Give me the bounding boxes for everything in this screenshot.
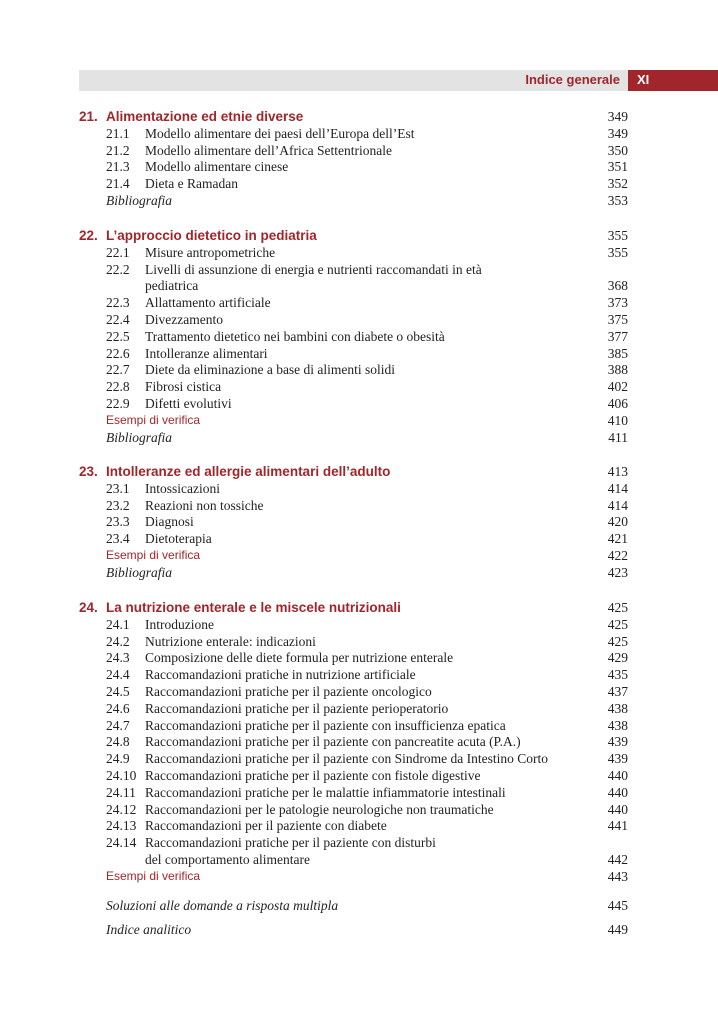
page-ref: 368: [607, 278, 628, 294]
section-number: 23.2: [106, 497, 130, 513]
toc-entry[interactable]: [79, 700, 628, 717]
page-ref: 420: [607, 514, 628, 530]
section-number: 24.1: [106, 616, 130, 632]
section-number: 22.4: [106, 312, 130, 327]
esempi-di-verifica[interactable]: [79, 547, 628, 564]
page-ref: 439: [607, 751, 628, 767]
toc-entry[interactable]: [79, 158, 628, 175]
section-number: 22.2: [106, 261, 130, 277]
section-number: 22.7: [106, 362, 130, 378]
page-ref: 425: [607, 600, 628, 615]
section-number: 24.2: [106, 633, 130, 649]
section-title: Modello alimentare cinese: [145, 159, 289, 175]
section-number: 24.5: [106, 684, 130, 699]
toc-entry[interactable]: [79, 513, 628, 530]
toc-entry[interactable]: [79, 294, 628, 311]
chapter-heading[interactable]: [79, 463, 628, 480]
toc-entry[interactable]: [79, 311, 628, 328]
chapter-title: L’approccio dietetico in pediatria: [106, 228, 317, 243]
header-bar: [79, 70, 628, 91]
chapter-heading[interactable]: [79, 227, 628, 244]
section-number: 24.14: [106, 835, 137, 851]
section-number: 24.12: [106, 801, 137, 817]
section-title: Nutrizione enterale: indicazioni: [145, 633, 316, 649]
page-ref: 442: [607, 852, 628, 867]
bibliografia[interactable]: [79, 429, 628, 446]
section-number: 23.1: [106, 480, 130, 496]
section-title: Composizione delle diete formula per nutrizione enterale: [145, 650, 454, 666]
bibliografia[interactable]: [79, 564, 628, 581]
toc-entry[interactable]: [79, 175, 628, 192]
indice-analitico-title: Indice analitico: [106, 922, 192, 937]
page-number: XI: [637, 72, 650, 87]
toc-entry[interactable]: [79, 784, 628, 801]
page-ref: 440: [607, 768, 628, 783]
page-ref: 350: [607, 142, 628, 158]
toc-entry[interactable]: [79, 395, 628, 412]
toc-entry[interactable]: [79, 378, 628, 395]
page-ref: 402: [607, 379, 628, 395]
section-title: Raccomandazioni per le patologie neurologiche non traumatiche: [145, 801, 494, 817]
section-title: pediatrica: [145, 278, 199, 294]
section-title: Raccomandazioni per il paziente con diabete: [145, 818, 387, 834]
toc-entry[interactable]: [79, 480, 628, 497]
indice-analitico-entry[interactable]: [79, 921, 628, 938]
chapter-heading[interactable]: [79, 599, 628, 616]
toc-entry[interactable]: [79, 497, 628, 514]
section-title: Raccomandazioni pratiche per il paziente con fistole digestive: [145, 768, 481, 783]
toc-entry[interactable]: [79, 361, 628, 378]
chapter-title: Intolleranze ed allergie alimentari dell’adulto: [106, 464, 391, 479]
page-ref: 349: [607, 125, 628, 141]
page-ref: 414: [607, 497, 628, 513]
page-ref: 355: [607, 228, 628, 243]
chapter-number: 21.: [79, 109, 98, 124]
section-number: 24.6: [106, 700, 130, 716]
page-ref: 435: [607, 667, 628, 683]
page-ref: 429: [607, 650, 628, 666]
section-number: 22.8: [106, 379, 130, 395]
section-number: 24.7: [106, 717, 130, 733]
page-ref: 425: [607, 616, 628, 632]
section-number: 24.9: [106, 751, 130, 767]
toc-entry[interactable]: [79, 277, 628, 294]
esempi-di-verifica[interactable]: [79, 412, 628, 429]
section-title: Intossicazioni: [145, 480, 220, 496]
page-ref: 438: [607, 700, 628, 716]
section-number: 22.9: [106, 396, 130, 411]
section-number: 23.4: [106, 531, 130, 547]
toc-entry[interactable]: [79, 616, 628, 633]
section-title: Misure antropometriche: [145, 244, 276, 260]
section-title: Trattamento dietetico nei bambini con diabete o obesità: [145, 328, 445, 344]
toc-entry[interactable]: [79, 125, 628, 142]
page-ref: 443: [607, 868, 628, 884]
section-number: 22.3: [106, 295, 130, 311]
page-ref: 352: [607, 176, 628, 192]
toc-entry[interactable]: [79, 633, 628, 650]
section-title: Livelli di assunzione di energia e nutrienti raccomandati in età: [145, 261, 482, 277]
section-number: 21.3: [106, 159, 130, 175]
section-number: 24.3: [106, 650, 130, 666]
toc-entry[interactable]: [79, 683, 628, 700]
esempi-title: Esempi di verifica: [106, 548, 201, 562]
page-ref: 440: [607, 801, 628, 817]
esempi-title: Esempi di verifica: [106, 412, 201, 427]
page-ref: 406: [607, 396, 628, 411]
section-title: Raccomandazioni pratiche per il paziente perioperatorio: [145, 700, 449, 716]
page-ref: 351: [607, 159, 628, 175]
section-number: 22.1: [106, 244, 130, 260]
soluzioni-title: Soluzioni alle domande a risposta multipla: [106, 898, 339, 913]
toc-entry[interactable]: [79, 345, 628, 362]
running-header-title: Indice generale: [525, 72, 620, 87]
toc-entry[interactable]: [79, 817, 628, 834]
section-number: 23.3: [106, 514, 130, 530]
section-title: Dietoterapia: [145, 531, 212, 547]
page-ref: 385: [607, 345, 628, 361]
page-ref: 349: [607, 109, 628, 124]
page-ref: 377: [607, 328, 628, 344]
chapter-heading[interactable]: [79, 108, 628, 125]
toc-entry[interactable]: [79, 328, 628, 345]
section-title: Allattamento artificiale: [145, 295, 271, 311]
soluzioni-entry[interactable]: [79, 897, 628, 914]
page-ref: 375: [607, 312, 628, 327]
section-number: 24.13: [106, 818, 137, 834]
page-ref: 441: [607, 818, 628, 834]
page-ref: 353: [607, 193, 628, 208]
section-title: Intolleranze alimentari: [145, 345, 268, 361]
section-title: Raccomandazioni pratiche per le malattie infiammatorie intestinali: [145, 784, 506, 800]
section-number: 24.8: [106, 734, 130, 750]
page-number-box: [628, 70, 718, 91]
section-title: Divezzamento: [145, 312, 223, 327]
section-title: Raccomandazioni pratiche per il paziente con insufficienza epatica: [145, 717, 506, 733]
section-number: 21.2: [106, 142, 130, 158]
section-number: 21.4: [106, 176, 130, 192]
section-title: Introduzione: [145, 616, 214, 632]
esempi-di-verifica[interactable]: [79, 868, 628, 885]
toc-entry[interactable]: [79, 733, 628, 750]
toc-entry[interactable]: [79, 666, 628, 683]
toc-entry[interactable]: [79, 851, 628, 868]
section-number: 24.4: [106, 667, 130, 683]
section-title: Reazioni non tossiche: [145, 497, 264, 513]
section-title: Raccomandazioni pratiche per il paziente con Sindrome da Intestino Corto: [145, 751, 548, 767]
toc-entry[interactable]: [79, 261, 628, 278]
toc-entry[interactable]: [79, 717, 628, 734]
toc-entry[interactable]: [79, 244, 628, 261]
chapter-title: Alimentazione ed etnie diverse: [106, 109, 304, 124]
page-ref: 425: [607, 633, 628, 649]
page-ref: 449: [607, 922, 628, 937]
page-ref: 423: [607, 564, 628, 580]
page-ref: 437: [607, 684, 628, 699]
section-number: 24.11: [106, 784, 136, 800]
toc-entry[interactable]: [79, 649, 628, 666]
bibliografia-title: Bibliografia: [106, 429, 173, 445]
chapter-number: 22.: [79, 228, 98, 243]
section-title: Raccomandazioni pratiche per il paziente con pancreatite acuta (P.A.): [145, 734, 521, 750]
section-title: Modello alimentare dell’Africa Settentrionale: [145, 142, 393, 158]
esempi-title: Esempi di verifica: [106, 868, 201, 883]
page-ref: 355: [607, 244, 628, 260]
toc-entry[interactable]: [79, 834, 628, 851]
section-title: del comportamento alimentare: [145, 852, 310, 867]
chapter-number: 23.: [79, 464, 98, 479]
section-title: Modello alimentare dei paesi dell’Europa dell’Est: [145, 125, 415, 141]
bibliografia-title: Bibliografia: [106, 193, 173, 208]
page-ref: 373: [607, 295, 628, 311]
toc-entry[interactable]: [79, 801, 628, 818]
section-number: 22.6: [106, 345, 130, 361]
chapter-number: 24.: [79, 600, 98, 615]
section-number: 24.10: [106, 768, 137, 783]
section-title: Fibrosi cistica: [145, 379, 222, 395]
bibliografia[interactable]: [79, 192, 628, 209]
page-ref: 413: [607, 464, 628, 479]
page-ref: 438: [607, 717, 628, 733]
page-ref: 421: [607, 531, 628, 547]
page-ref: 445: [607, 898, 628, 913]
bibliografia-title: Bibliografia: [106, 564, 173, 580]
toc-entry[interactable]: [79, 750, 628, 767]
page-ref: 422: [607, 548, 628, 563]
page-ref: 414: [607, 480, 628, 496]
page-ref: 439: [607, 734, 628, 750]
page-ref: 411: [608, 429, 628, 445]
chapter-title: La nutrizione enterale e le miscele nutrizionali: [106, 600, 401, 615]
section-number: 21.1: [106, 125, 130, 141]
section-title: Dieta e Ramadan: [145, 176, 238, 192]
section-title: Raccomandazioni pratiche per il paziente oncologico: [145, 684, 432, 699]
page-ref: 440: [607, 784, 628, 800]
section-title: Diete da eliminazione a base di alimenti solidi: [145, 362, 396, 378]
section-title: Raccomandazioni pratiche per il paziente con disturbi: [145, 835, 436, 851]
section-number: 22.5: [106, 328, 130, 344]
section-title: Difetti evolutivi: [145, 396, 232, 411]
toc-entry[interactable]: [79, 142, 628, 159]
toc-entry[interactable]: [79, 767, 628, 784]
section-title: Diagnosi: [145, 514, 194, 530]
page-ref: 388: [607, 362, 628, 378]
toc-entry[interactable]: [79, 530, 628, 547]
section-title: Raccomandazioni pratiche in nutrizione artificiale: [145, 667, 416, 683]
page-ref: 410: [607, 412, 628, 428]
